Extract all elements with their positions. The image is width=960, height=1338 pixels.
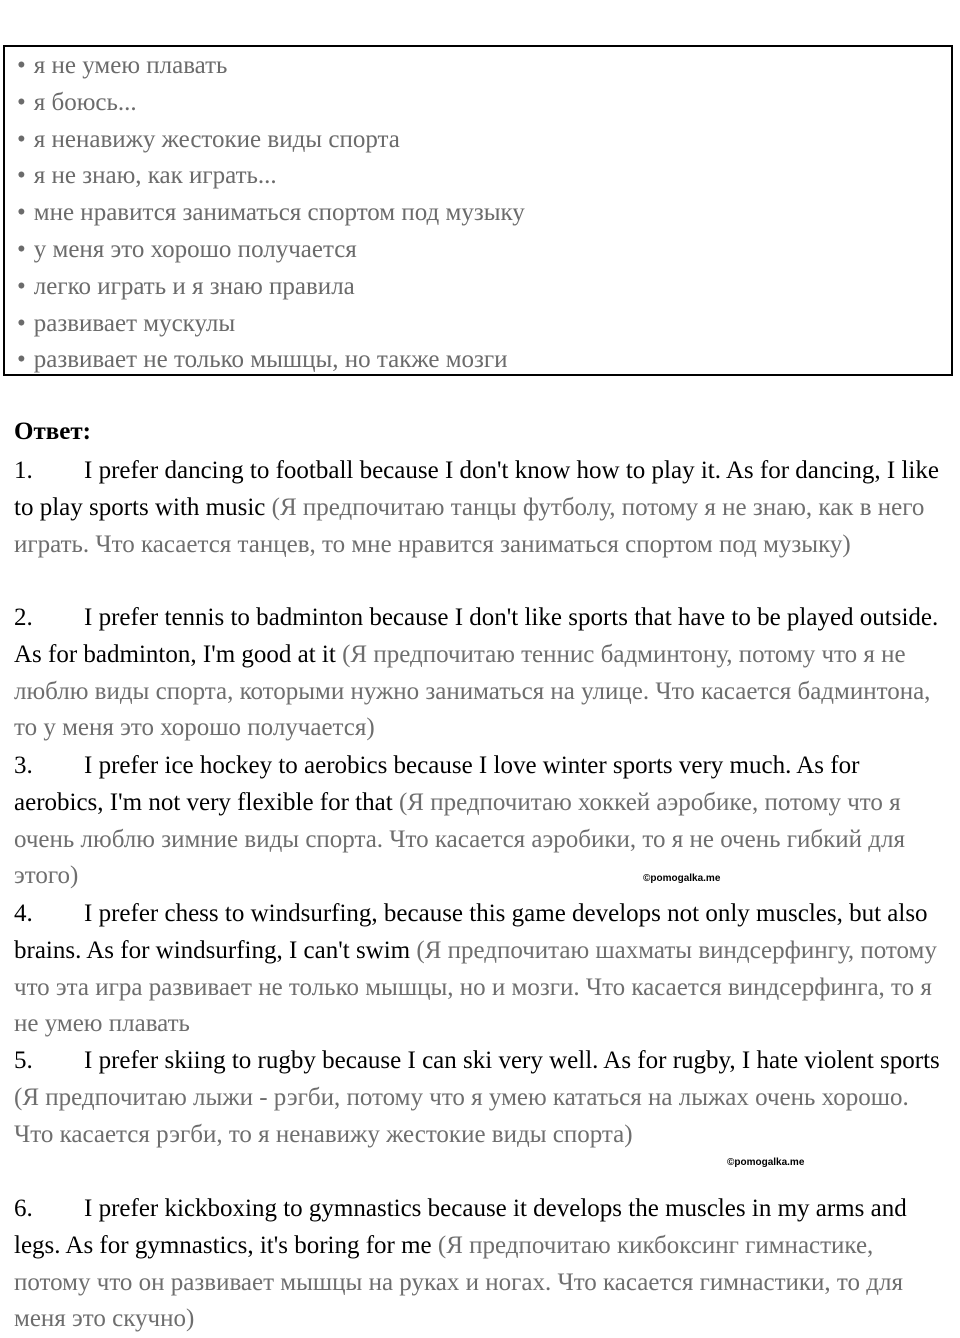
answer-item-3: [14, 748, 949, 895]
phrase-item: • я боюсь...: [17, 89, 137, 116]
answer-number: 1.: [14, 457, 33, 484]
watermark: ©pomogalka.me: [727, 1157, 805, 1168]
answer-russian: (Я предпочитаю танцы футболу, потому я не знаю, как в него играть. Что касается танцев, то мне нравится заниматься спортом под музыку): [14, 493, 925, 558]
bullet-icon: •: [17, 126, 26, 153]
bullet-icon: •: [17, 273, 26, 300]
bullet-icon: •: [17, 310, 26, 337]
phrases-box: [3, 45, 953, 376]
answer-number: 4.: [14, 900, 33, 927]
answer-english: I prefer skiing to rugby because I can ski very well. As for rugby, I hate violent sports: [84, 1047, 940, 1074]
answer-item-4: [14, 896, 949, 1043]
answer-number: 3.: [14, 752, 33, 779]
bullet-icon: •: [17, 89, 26, 116]
phrase-item: • мне нравится заниматься спортом под музыку: [17, 199, 525, 226]
phrase-item: • развивает мускулы: [17, 310, 236, 337]
answer-russian: (Я предпочитаю лыжи - рэгби, потому что я умею кататься на лыжах очень хорошо. Что касается рэгби, то я ненавижу жестокие виды спорта): [14, 1083, 909, 1148]
answer-heading: Ответ:: [14, 418, 91, 445]
phrase-item: • легко играть и я знаю правила: [17, 273, 355, 300]
answer-item-1: [14, 453, 949, 563]
answer-item-5: [14, 1043, 949, 1153]
phrase-item: • я не умею плавать: [17, 52, 228, 79]
phrase-item: • я ненавижу жестокие виды спорта: [17, 126, 400, 153]
bullet-icon: •: [17, 52, 26, 79]
answer-item-2: [14, 600, 949, 747]
bullet-icon: •: [17, 162, 26, 189]
answer-english: I prefer chess to windsurfing, because this game develops not only muscles, but also brains. As for windsurfing, I can't swim: [14, 900, 928, 964]
answer-item-6: [14, 1191, 949, 1338]
answer-russian: (Я предпочитаю теннис бадминтону, потому что я не люблю виды спорта, которыми нужно заниматься на улице. Что касается бадминтона, то у меня это хорошо получается): [14, 640, 931, 742]
answer-english: I prefer tennis to badminton because I don't like sports that have to be played outside. As for badminton, I'm good at it: [14, 604, 939, 668]
bullet-icon: •: [17, 236, 26, 263]
phrase-item: • я не знаю, как играть...: [17, 162, 277, 189]
watermark: ©pomogalka.me: [643, 873, 721, 884]
answer-english: I prefer dancing to football because I don't know how to play it. As for dancing, I like to play sports with music: [14, 457, 939, 521]
bullet-icon: •: [17, 199, 26, 226]
answer-number: 2.: [14, 604, 33, 631]
answer-russian: (Я предпочитаю хоккей аэробике, потому что я очень люблю зимние виды спорта. Что касается аэробики, то я не очень гибкий для этого): [14, 788, 905, 890]
phrase-item: • у меня это хорошо получается: [17, 236, 357, 263]
answer-russian: (Я предпочитаю шахматы виндсерфингу, потому что эта игра развивает не только мышцы, но и мозги. Что касается виндсерфинга, то я не умею плавать: [14, 936, 937, 1038]
answer-russian: (Я предпочитаю кикбоксинг гимнастике, потому что он развивает мышцы на руках и ногах. Что касается гимнастики, то для меня это скучно): [14, 1231, 903, 1333]
answer-number: 6.: [14, 1195, 33, 1222]
answer-english: I prefer ice hockey to aerobics because I love winter sports very much. As for aerobics, I'm not very flexible for that: [14, 752, 860, 816]
answer-english: I prefer kickboxing to gymnastics because it develops the muscles in my arms and legs. As for gymnastics, it's boring for me: [14, 1195, 907, 1259]
answer-number: 5.: [14, 1047, 33, 1074]
bullet-icon: •: [17, 346, 26, 373]
phrase-item: • развивает не только мышцы, но также мозги: [17, 346, 508, 373]
